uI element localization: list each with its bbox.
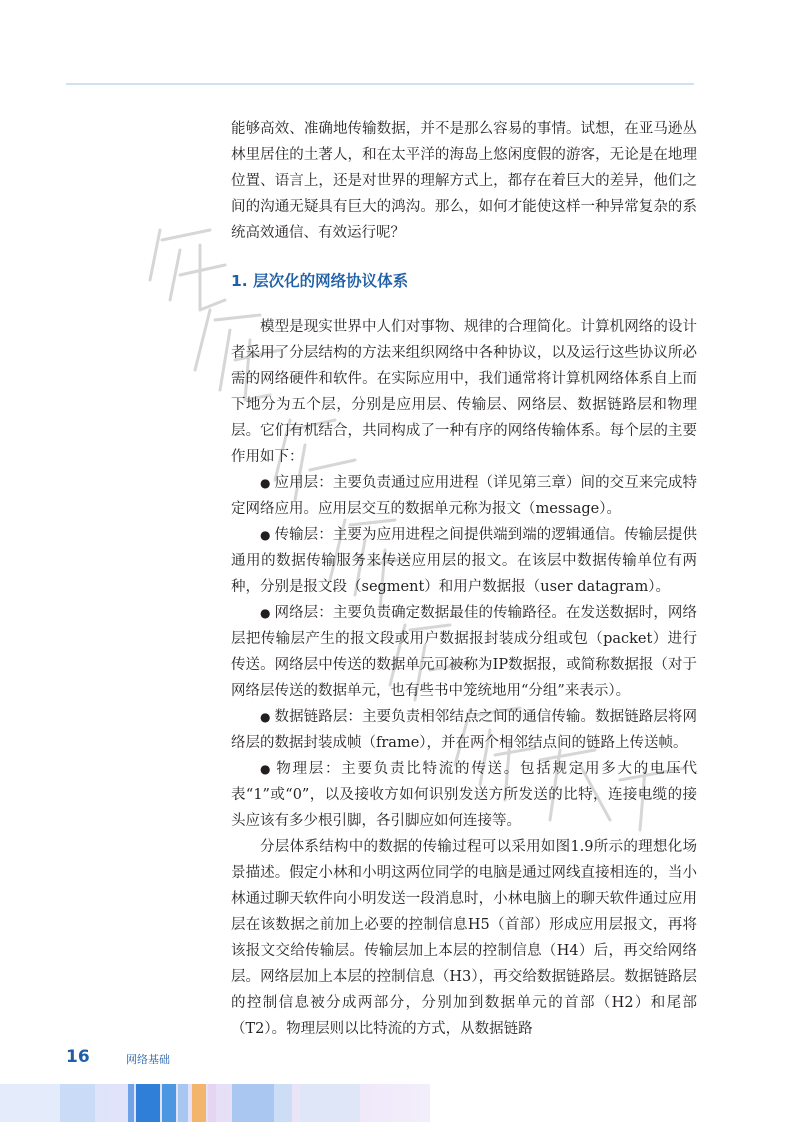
running-footer-title: 网络基础	[126, 1053, 170, 1066]
intro-paragraph: 能够高效、准确地传输数据，并不是那么容易的事情。试想，在亚马逊丛林里居住的土著人，和在太平洋的海岛上悠闲度假的游客，无论是在地理位置、语言上，还是对世界的理解方式上，都存在着巨大的差异，他们之间的沟通无疑具有巨大的鸿沟。那么，如何才能使这样一种异常复杂的系统高效通信、有效运行呢？	[231, 121, 697, 241]
bullet-icon: ●	[260, 528, 271, 542]
model-paragraph: 模型是现实世界中人们对事物、规律的合理简化。计算机网络的设计者采用了分层结构的方法来组织网络中各种协议，以及运行这些协议所必需的网络硬件和软件。在实际应用中，我们通常将计算机网络体系自上而下地分为五个层，分别是应用层、传输层、网络层、数据链路层和物理层。它们有机结合，共同构成了一种有序的网络传输体系。每个层的主要作用如下：	[231, 319, 697, 465]
page-body	[231, 116, 697, 1042]
bullet-icon: ●	[260, 476, 271, 490]
list-item-application-layer	[231, 470, 697, 522]
layer-list	[231, 470, 697, 834]
list-item-data-link-layer	[231, 704, 697, 756]
footer-color-band	[0, 1076, 800, 1122]
header-rule	[66, 83, 694, 85]
bullet-icon: ●	[260, 762, 273, 776]
page-number: 16	[66, 1047, 90, 1067]
list-item-physical-layer	[231, 756, 697, 834]
section-heading: 1. 层次化的网络协议体系	[231, 272, 409, 290]
transfer-paragraph: 分层体系结构中的数据的传输过程可以采用如图1.9所示的理想化场景描述。假定小林和小明这两位同学的电脑是通过网线直接相连的，当小林通过聊天软件向小明发送一段消息时，小林电脑上的聊天软件通过应用层在该数据之前加上必要的控制信息H5（首部）形成应用层报文，再将该报文交给传输层。传输层加上本层的控制信息（H4）后，再交给网络层。网络层加上本层的控制信息（H3），再交给数据链路层。数据链路层的控制信息被分成两部分，分别加到数据单元的首部（H2）和尾部（T2）。物理层则以比特流的方式，从数据链路	[231, 839, 697, 1037]
list-item-network-layer	[231, 600, 697, 704]
list-item-transport-layer	[231, 522, 697, 600]
list-item-text: 应用层：主要负责通过应用进程（详见第三章）间的交互来完成特定网络应用。应用层交互的数据单元称为报文（message）。	[231, 475, 697, 517]
list-item-text: 网络层：主要负责确定数据最佳的传输路径。在发送数据时，网络层把传输层产生的报文段或用户数据报封装成分组或包（packet）进行传送。网络层中传送的数据单元可被称为IP数据报，或简称数据报（对于网络层传送的数据单元，也有些书中笼统地用“分组”来表示）。	[231, 605, 697, 699]
list-item-text: 数据链路层：主要负责相邻结点之间的通信传输。数据链路层将网络层的数据封装成帧（frame），并在两个相邻结点间的链路上传送帧。	[231, 709, 697, 751]
bullet-icon: ●	[260, 606, 271, 620]
list-item-text: 物理层：主要负责比特流的传送。包括规定用多大的电压代表“1”或“0”，以及接收方如何识别发送方所发送的比特，连接电缆的接头应该有多少根引脚，各引脚应如何连接等。	[231, 761, 697, 829]
list-item-text: 传输层：主要为应用进程之间提供端到端的逻辑通信。传输层提供通用的数据传输服务来传送应用层的报文。在该层中数据传输单位有两种，分别是报文段（segment）和用户数据报（user datagram）。	[231, 527, 697, 595]
bullet-icon: ●	[260, 710, 271, 724]
